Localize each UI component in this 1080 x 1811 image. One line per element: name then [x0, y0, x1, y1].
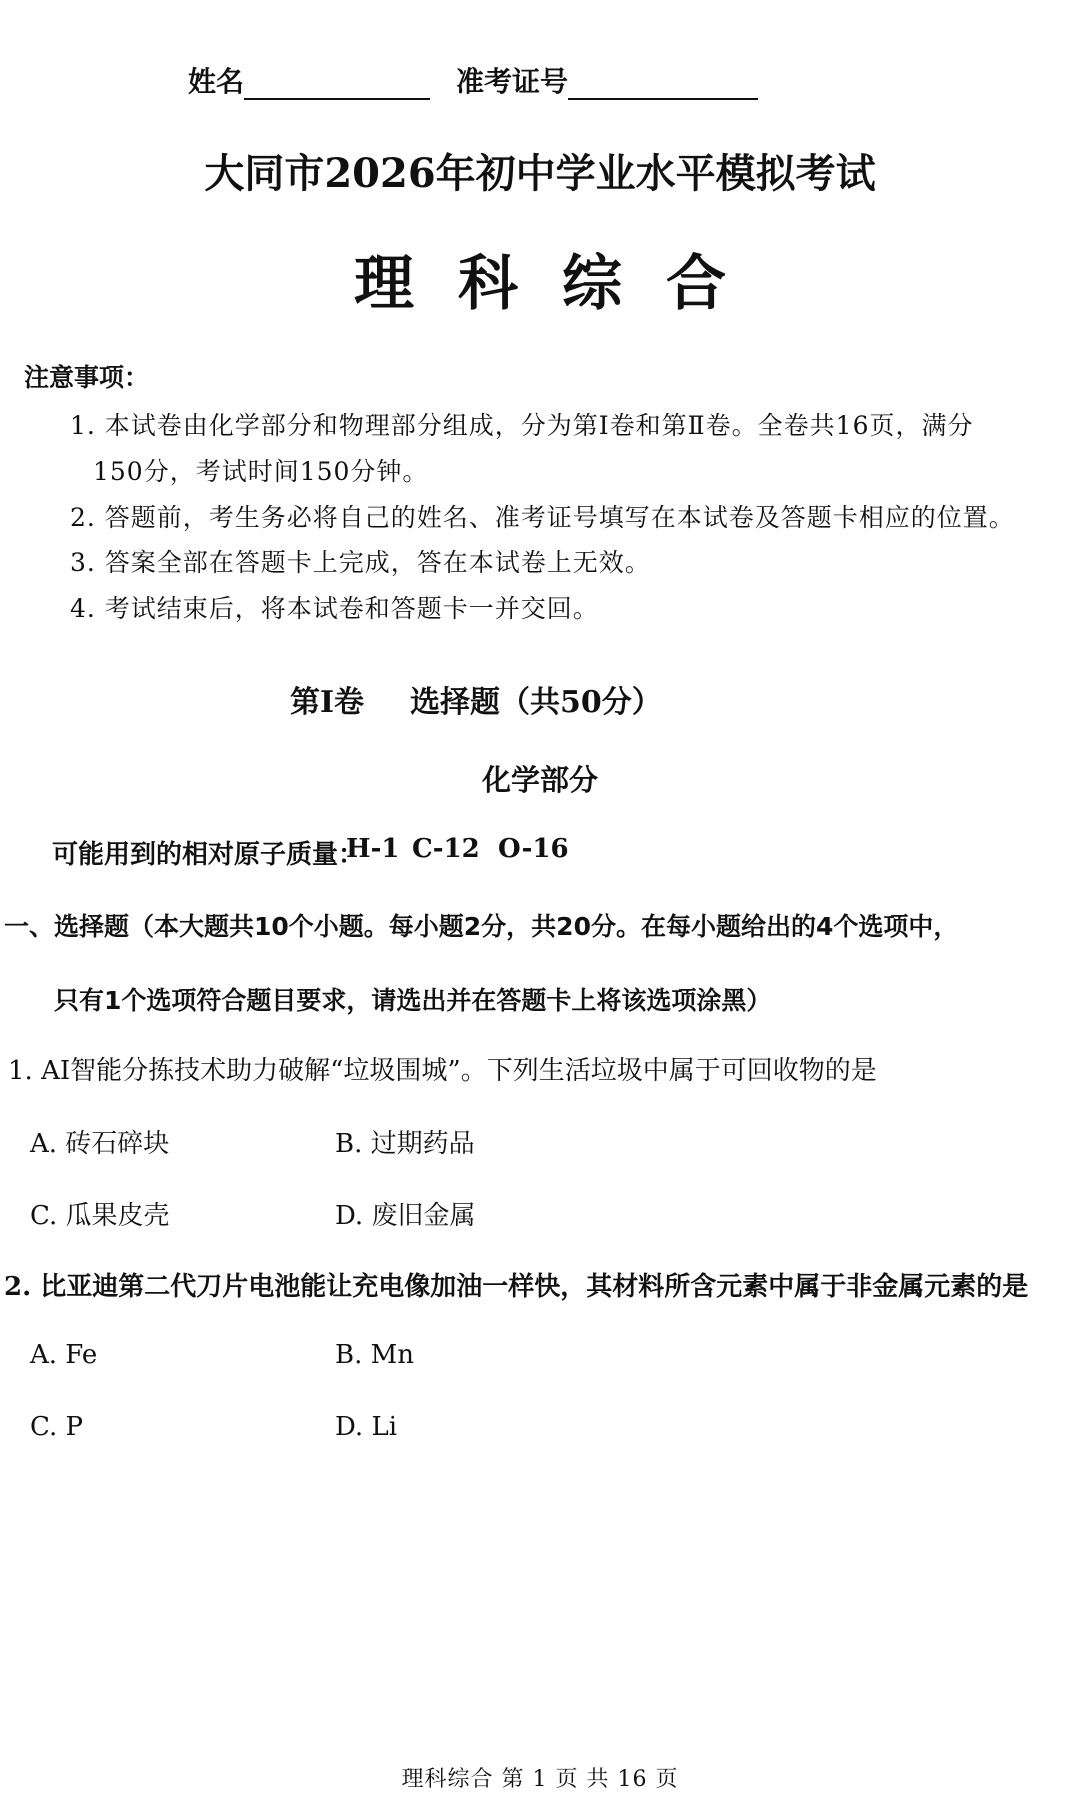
question-1-option-b: B. 过期药品 [335, 1129, 475, 1159]
question-2-option-a: A. Fe [30, 1340, 98, 1370]
note-item-1: 1. 本试卷由化学部分和物理部分组成，分为第Ⅰ卷和第Ⅱ卷。全卷共16页，满分 [70, 411, 974, 440]
atomic-mass-o: O-16 [498, 834, 569, 864]
chemistry-title: 化学部分 [481, 763, 598, 797]
question-2-stem: 2. 比亚迪第二代刀片电池能让充电像加油一样快，其材料所含元素中属于非金属元素的是 [4, 1272, 1029, 1302]
exam-title: 大同市2026年初中学业水平模拟考试 [204, 150, 876, 197]
note-item-2: 2. 答题前，考生务必将自己的姓名、准考证号填写在本试卷及答题卡相应的位置。 [70, 503, 1015, 532]
notes-title: 注意事项： [24, 363, 150, 392]
atomic-mass-c: C-12 [412, 834, 480, 864]
note-item-3: 3. 答案全部在答题卡上完成，答在本试卷上无效。 [70, 548, 651, 577]
name-label: 姓名 [188, 65, 245, 98]
part1-label: 第Ⅰ卷 [290, 685, 365, 720]
question-1-option-a: A. 砖石碎块 [30, 1129, 170, 1159]
part1-title: 选择题（共50分） [410, 685, 662, 720]
question-1-option-d: D. 废旧金属 [335, 1201, 476, 1231]
question-1-stem: 1. AI智能分拣技术助力破解“垃圾围城”。下列生活垃圾中属于可回收物的是 [8, 1056, 877, 1086]
exam-id-field [456, 60, 758, 100]
note-item-4: 4. 考试结束后，将本试卷和答题卡一并交回。 [70, 594, 599, 623]
note-item-1-cont: 150分，考试时间150分钟。 [93, 457, 429, 486]
question-2-option-d: D. Li [335, 1412, 398, 1442]
exam-id-label: 准考证号 [456, 65, 569, 98]
subject-title: 理科综合 [354, 249, 770, 319]
atomic-mass-h: H-1 [346, 834, 400, 864]
question-2-option-c: C. P [30, 1412, 83, 1442]
name-blank [244, 68, 430, 100]
section1-instructions-line2: 只有1个选项符合题目要求，请选出并在答题卡上将该选项涂黑） [54, 986, 772, 1015]
name-field [188, 60, 430, 100]
page-footer: 理科综合 第 1 页 共 16 页 [401, 1767, 679, 1792]
question-1-option-c: C. 瓜果皮壳 [30, 1201, 170, 1231]
question-2-option-b: B. Mn [335, 1340, 415, 1370]
atomic-masses-label: 可能用到的相对原子质量： [52, 840, 365, 870]
exam-id-blank [568, 68, 758, 100]
section1-instructions-line1: 一、选择题（本大题共10个小题。每小题2分，共20分。在每小题给出的4个选项中， [4, 912, 959, 941]
